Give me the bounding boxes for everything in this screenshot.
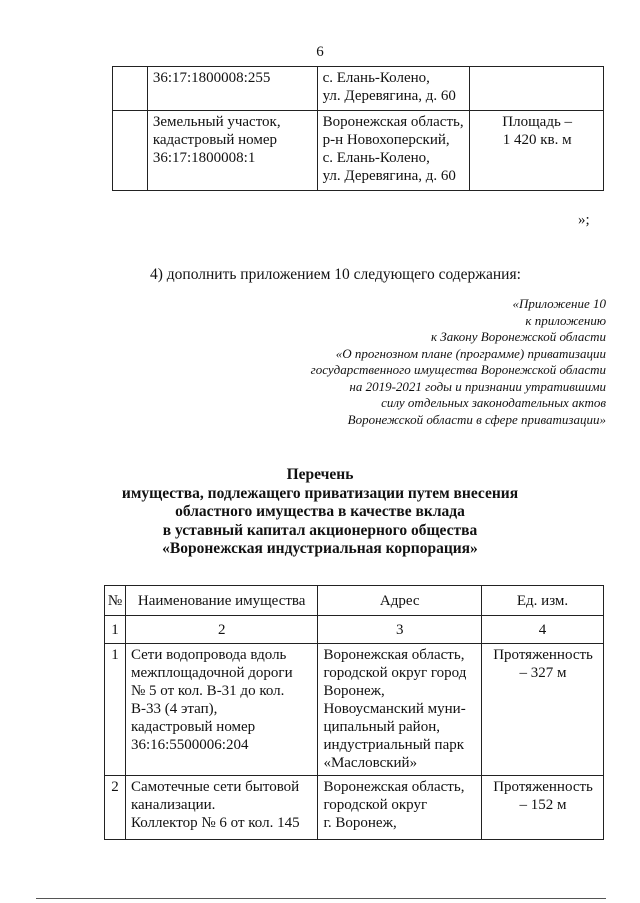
cell-line: – 152 м bbox=[519, 797, 567, 813]
column-number: 3 bbox=[318, 616, 482, 644]
cell-line: В-33 (4 этап), bbox=[130, 701, 218, 717]
appendix-line: «О прогнозном плане (программе) приватизации bbox=[335, 345, 606, 361]
table-cell bbox=[482, 644, 604, 776]
heading-line: в уставный капитал акционерного общества bbox=[162, 521, 478, 539]
cell-line: Коллектор № 6 от кол. 145 bbox=[130, 815, 300, 831]
row-number: 1 bbox=[105, 644, 126, 776]
cell-line: Самотечные сети бытовой bbox=[130, 779, 300, 795]
appendix-line: государственного имущества Воронежской области bbox=[310, 362, 606, 377]
table-cell bbox=[113, 111, 148, 191]
cell-line: Протяженность bbox=[493, 647, 593, 663]
bottom-divider bbox=[36, 898, 606, 899]
cell-line: городской округ город bbox=[323, 665, 467, 681]
table-row bbox=[113, 111, 604, 191]
cell-line: Протяженность bbox=[493, 779, 593, 795]
header-cell-unit: Ед. изм. bbox=[482, 586, 604, 616]
cell-line: 36:17:1800008:255 bbox=[152, 70, 271, 86]
appendix-line: «Приложение 10 bbox=[512, 296, 606, 311]
table-cell bbox=[318, 644, 482, 776]
cell-line: 36:16:5500006:204 bbox=[130, 737, 249, 753]
cell-line: индустриальный парк bbox=[323, 737, 465, 753]
cell-line: Земельный участок, bbox=[152, 114, 281, 130]
cell-line: 36:17:1800008:1 bbox=[152, 150, 256, 166]
cell-line: ципальный район, bbox=[323, 719, 440, 735]
cell-line: р-н Новохоперский, bbox=[322, 132, 450, 148]
list-heading bbox=[0, 466, 640, 559]
appendix-line: к приложению bbox=[525, 312, 606, 328]
heading-line: Перечень bbox=[286, 466, 354, 483]
cell-line: № 5 от кол. В-31 до кол. bbox=[130, 683, 285, 699]
cell-line: Воронеж, bbox=[323, 683, 385, 699]
amendment-item-4: 4) дополнить приложением 10 следующего содержания: bbox=[150, 266, 521, 283]
appendix-header bbox=[266, 296, 606, 428]
header-cell-num: № bbox=[105, 586, 126, 616]
table-cell bbox=[147, 111, 317, 191]
cell-line: городской округ bbox=[323, 797, 428, 813]
table-cell bbox=[482, 776, 604, 840]
table-row bbox=[105, 644, 604, 776]
cell-line: ул. Деревягина, д. 60 bbox=[322, 168, 456, 184]
table-cell bbox=[470, 111, 604, 191]
table-cell bbox=[317, 111, 470, 191]
cell-line: г. Воронеж, bbox=[323, 815, 397, 831]
table-cell bbox=[470, 67, 604, 111]
table-cell bbox=[125, 644, 317, 776]
cell-line: Площадь – bbox=[502, 114, 573, 130]
appendix-line: к Закону Воронежской области bbox=[430, 329, 606, 344]
cell-line: межплощадочной дороги bbox=[130, 665, 293, 681]
heading-line: имущества, подлежащего приватизации путем внесения bbox=[121, 484, 519, 502]
table-row bbox=[113, 67, 604, 111]
cell-line: «Масловский» bbox=[323, 755, 418, 771]
closing-quote: »; bbox=[578, 212, 590, 228]
header-cell-name: Наименование имущества bbox=[125, 586, 317, 616]
table-cell bbox=[113, 67, 148, 111]
cell-line: Воронежская область, bbox=[323, 779, 465, 795]
row-number: 2 bbox=[105, 776, 126, 840]
cell-line: Воронежская область, bbox=[323, 647, 465, 663]
property-table bbox=[104, 585, 604, 840]
cell-line: Сети водопровода вдоль bbox=[130, 647, 287, 663]
cell-line: с. Елань-Колено, bbox=[322, 70, 430, 86]
cell-line: Воронежская область, bbox=[322, 114, 464, 130]
appendix-line: Воронежской области в сфере приватизации» bbox=[347, 411, 606, 427]
header-cell-address: Адрес bbox=[318, 586, 482, 616]
appendix-line: силу отдельных законодательных актов bbox=[381, 395, 606, 410]
cell-line: 1 420 кв. м bbox=[502, 132, 572, 148]
column-number: 4 bbox=[482, 616, 604, 644]
table-cell bbox=[125, 776, 317, 840]
cell-line: с. Елань-Колено, bbox=[322, 150, 430, 166]
column-number: 1 bbox=[105, 616, 126, 644]
table-cell bbox=[317, 67, 470, 111]
continuation-table bbox=[112, 66, 604, 191]
heading-line: «Воронежская индустриальная корпорация» bbox=[162, 540, 478, 557]
table-cell bbox=[318, 776, 482, 840]
cell-line: кадастровый номер bbox=[130, 719, 256, 735]
table-row bbox=[105, 776, 604, 840]
cell-line: Новоусманский муни- bbox=[323, 701, 466, 717]
appendix-line: на 2019-2021 годы и признании утратившими bbox=[349, 378, 606, 394]
table-cell bbox=[147, 67, 317, 111]
column-number-row bbox=[105, 616, 604, 644]
cell-line: кадастровый номер bbox=[152, 132, 278, 148]
column-number: 2 bbox=[125, 616, 317, 644]
table-header-row bbox=[105, 586, 604, 616]
cell-line: ул. Деревягина, д. 60 bbox=[322, 88, 456, 104]
cell-line: канализации. bbox=[130, 797, 216, 813]
cell-line: – 327 м bbox=[519, 665, 567, 681]
page-number: 6 bbox=[316, 44, 324, 60]
heading-line: областного имущества в качестве вклада bbox=[175, 503, 465, 520]
